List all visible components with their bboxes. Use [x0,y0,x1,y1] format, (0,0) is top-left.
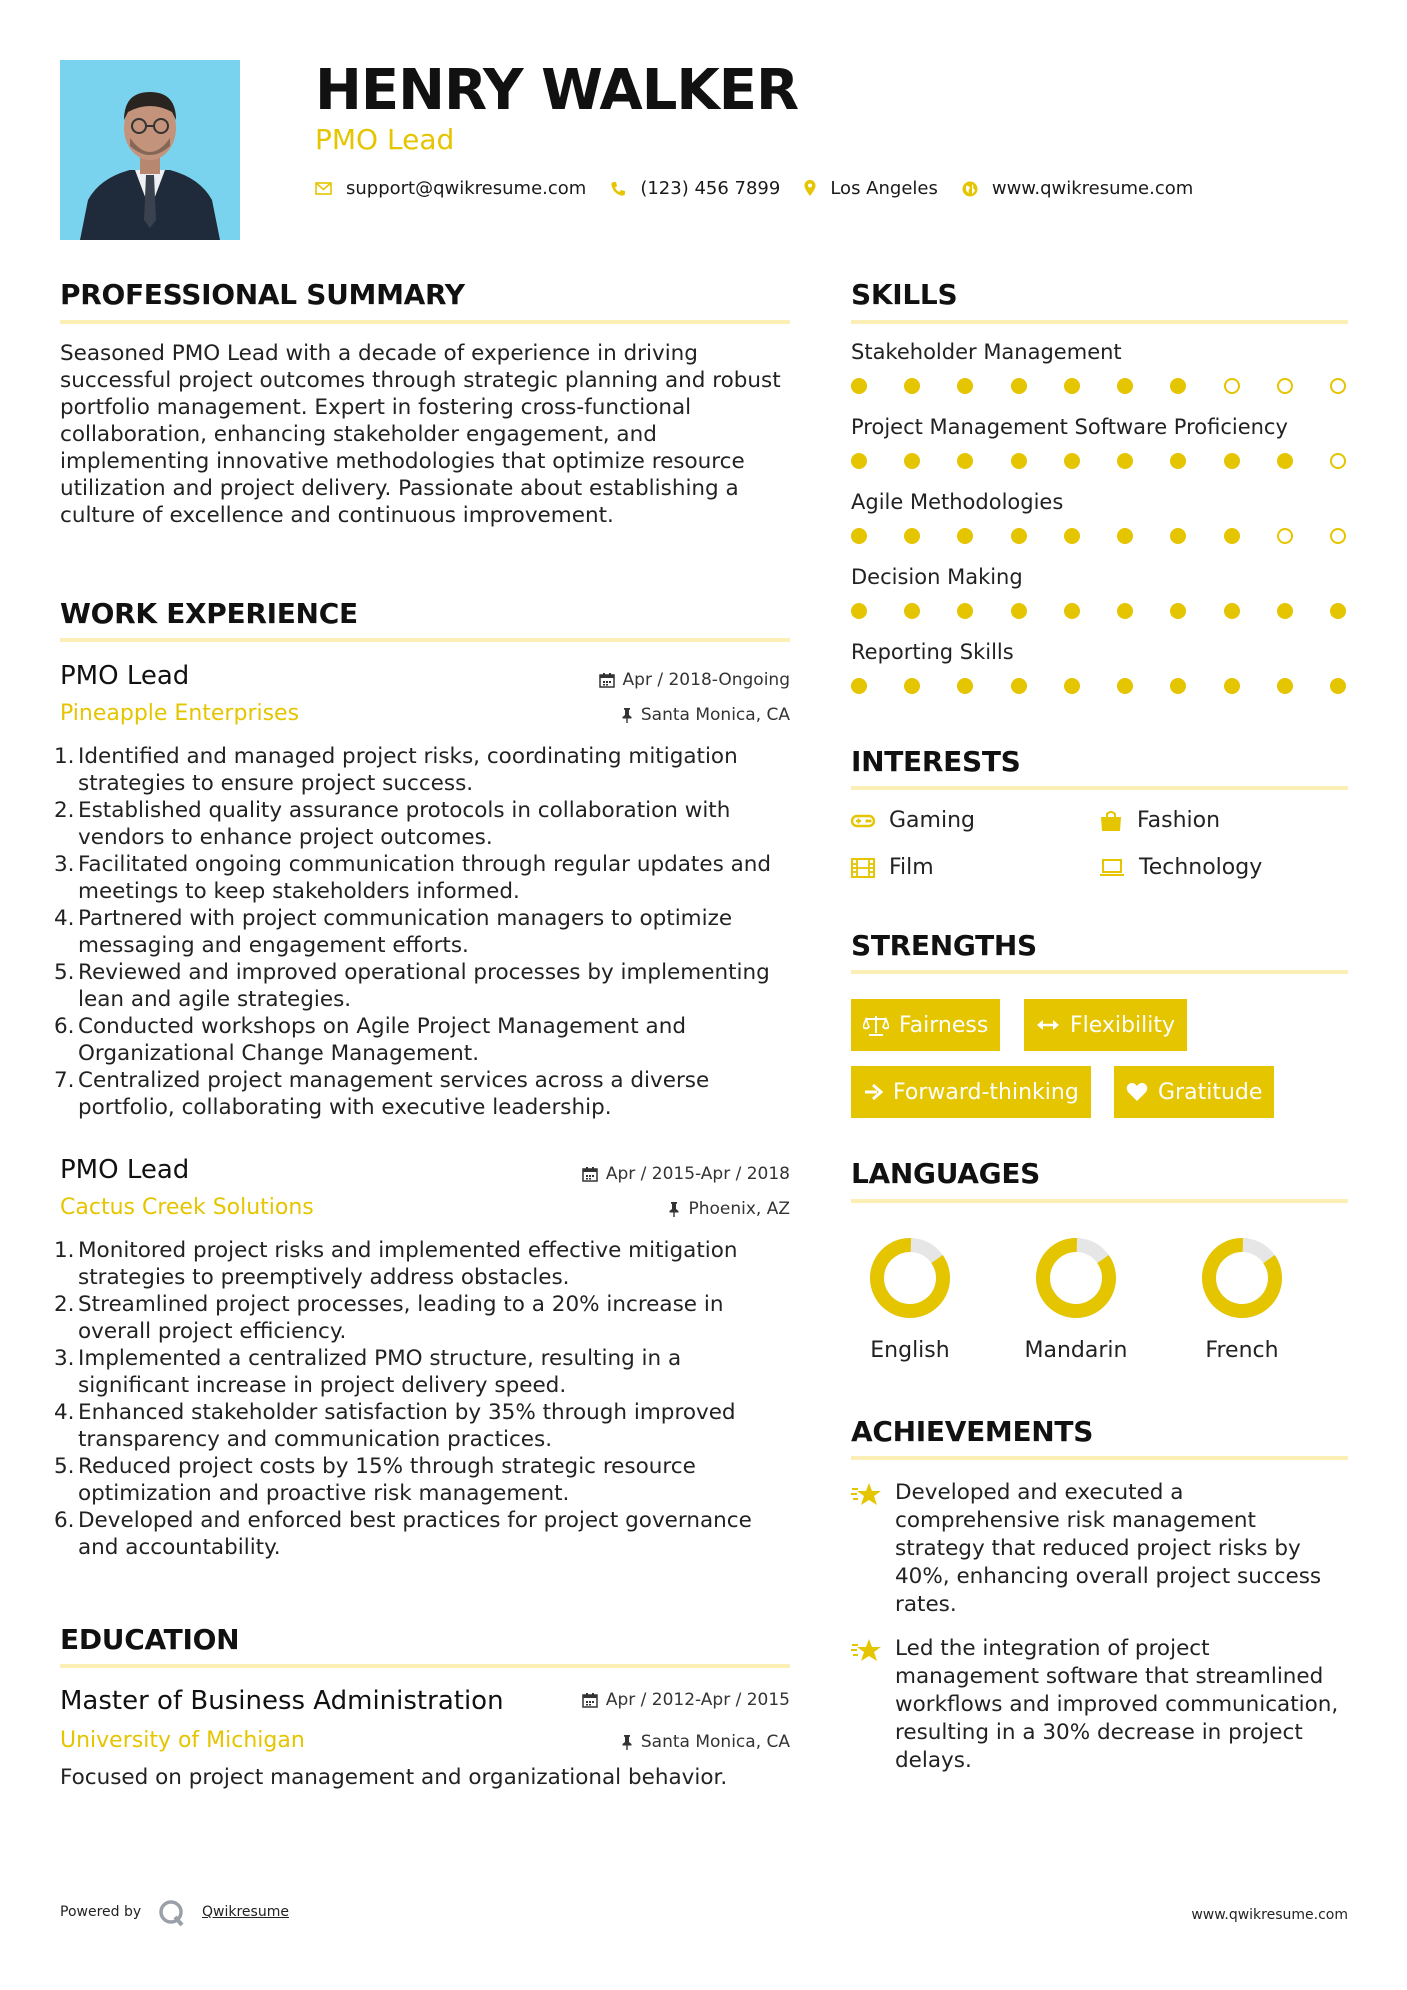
achievement-text: Led the integration of project management software that streamlined workflows and improved communication, resulting in a 30% decrease in project delays. [895,1636,1339,1773]
pushpin-icon [621,707,633,723]
degree-title: Master of Business Administration [60,1686,504,1716]
summary-divider [60,320,790,324]
list-item: 4. Partnered with project communication managers to optimize messaging and engagement efforts. [54,906,733,958]
candidate-role: PMO Lead [315,123,455,156]
education-location-text: Santa Monica, CA [640,1732,790,1752]
rating-dot-filled [1117,678,1133,694]
arrow-right-icon [863,1083,883,1101]
list-item: 5. Reviewed and improved operational processes by implementing lean and agile strategies. [54,960,770,1012]
rating-dot-filled [1224,603,1240,619]
rating-dot-filled [1011,453,1027,469]
strength-label: Fairness [899,1012,989,1038]
list-item: 4. Enhanced stakeholder satisfaction by 35% through improved transparency and communication practices. [54,1400,736,1452]
rating-dot-filled [1170,378,1186,394]
qwikresume-logo-icon [158,1899,186,1927]
education-dates-text: Apr / 2012-Apr / 2015 [605,1690,790,1710]
laptop-icon [1099,859,1125,877]
rating-dot-filled [1064,528,1080,544]
envelope-icon [315,182,332,195]
skill-rating [851,378,1346,394]
language-name: Mandarin [1024,1338,1128,1363]
rating-dot-filled [904,453,920,469]
strengths-divider [851,970,1348,974]
interest-film [851,855,934,880]
strength-tag [1114,1066,1274,1118]
rating-dot-filled [957,528,973,544]
star-icon [851,1481,883,1509]
contact-website[interactable] [962,178,1193,199]
rating-dot-filled [1064,603,1080,619]
strength-tag [851,999,1000,1051]
language-item [830,1230,990,1363]
star-icon [851,1637,883,1665]
achievements-divider [851,1456,1348,1460]
job-location [621,705,790,725]
phone-text: (123) 456 7899 [640,178,781,199]
achievements-heading: ACHIEVEMENTS [851,1415,1094,1448]
language-proficiency-donut [1162,1230,1322,1326]
interests-divider [851,786,1348,790]
skill-row [851,340,1346,415]
rating-dot-empty [1277,378,1293,394]
rating-dot-filled [1277,603,1293,619]
list-item: 1. Identified and managed project risks, coordinating mitigation strategies to ensure project success. [54,744,738,796]
skill-rating [851,528,1346,544]
rating-dot-filled [1224,678,1240,694]
rating-dot-filled [1224,453,1240,469]
rating-dot-filled [904,378,920,394]
interest-gaming [851,808,975,833]
skill-name: Project Management Software Proficiency [851,415,1288,439]
rating-dot-filled [1170,528,1186,544]
interest-technology [1099,855,1262,880]
skill-name: Decision Making [851,565,1023,589]
website-text: www.qwikresume.com [991,178,1194,199]
interest-label: Gaming [889,808,975,833]
donut-fill [1196,1232,1288,1324]
rating-dot-empty [1330,378,1346,394]
rating-dot-filled [1117,603,1133,619]
calendar-icon [582,1692,598,1708]
contact-phone[interactable] [610,178,780,199]
job-dates [582,1164,790,1184]
skill-name: Agile Methodologies [851,490,1064,514]
skills-heading: SKILLS [851,278,958,311]
candidate-name: HENRY WALKER [315,58,799,123]
languages-divider [851,1199,1348,1203]
language-item [1162,1230,1322,1363]
film-icon [851,858,875,878]
job-title: PMO Lead [60,1155,190,1185]
skill-row [851,415,1346,490]
rating-dot-filled [1224,528,1240,544]
language-item [996,1230,1156,1363]
interest-label: Film [889,855,934,880]
rating-dot-filled [1064,678,1080,694]
list-item: 3. Facilitated ongoing communication through regular updates and meetings to keep stakeholders informed. [54,852,772,904]
rating-dot-filled [904,528,920,544]
skill-rating [851,678,1346,694]
list-item: 5. Reduced project costs by 15% through strategic resource optimization and proactive risk management. [54,1454,696,1506]
rating-dot-filled [851,453,867,469]
list-item: 7. Centralized project management services across a diverse portfolio, collaborating with executive leadership. [54,1068,710,1120]
rating-dot-filled [957,378,973,394]
job-location-text: Santa Monica, CA [640,705,790,725]
profile-photo [60,60,240,240]
education-description: Focused on project management and organizational behavior. [60,1765,728,1790]
languages-heading: LANGUAGES [851,1157,1041,1190]
education-heading: EDUCATION [60,1623,240,1656]
rating-dot-filled [851,378,867,394]
rating-dot-empty [1277,528,1293,544]
interest-label: Technology [1139,855,1263,880]
achievement-item [851,1479,1351,1619]
skill-name: Reporting Skills [851,640,1014,664]
rating-dot-filled [851,603,867,619]
rating-dot-filled [1011,603,1027,619]
strength-label: Forward-thinking [893,1079,1079,1105]
summary-heading: PROFESSIONAL SUMMARY [60,278,465,311]
education-location [621,1732,790,1752]
gamepad-icon [851,813,875,829]
contact-bar [315,178,1217,199]
languages-list [830,1230,1350,1370]
rating-dot-filled [1117,528,1133,544]
job-location [668,1199,790,1219]
donut-fill [864,1232,956,1324]
skills-list [851,340,1346,715]
powered-by-label: Powered by [60,1904,142,1920]
skills-divider [851,320,1348,324]
rating-dot-empty [1330,453,1346,469]
rating-dot-filled [1277,453,1293,469]
skill-row [851,565,1346,640]
experience-divider [60,638,790,642]
rating-dot-filled [1170,453,1186,469]
rating-dot-filled [1011,678,1027,694]
strength-tag [851,1066,1091,1118]
school-name: University of Michigan [60,1728,305,1753]
rating-dot-empty [1224,378,1240,394]
list-item: 3. Implemented a centralized PMO structure, resulting in a significant increase in project delivery speed. [54,1346,682,1398]
pushpin-icon [621,1734,633,1750]
rating-dot-filled [851,678,867,694]
language-proficiency-donut [996,1230,1156,1326]
rating-dot-filled [1064,378,1080,394]
list-item: 6. Developed and enforced best practices for project governance and accountability. [54,1508,752,1560]
phone-icon [610,181,626,197]
balance-scale-icon [863,1014,889,1036]
education-divider [60,1664,790,1668]
list-item: 1. Monitored project risks and implemented effective mitigation strategies to preemptively address obstacles. [54,1238,738,1290]
donut-fill [1030,1232,1122,1324]
pushpin-icon [668,1201,680,1217]
shopping-bag-icon [1099,810,1123,832]
job-company: Pineapple Enterprises [60,701,300,726]
rating-dot-filled [1277,678,1293,694]
rating-dot-filled [904,603,920,619]
job-dates [599,670,790,690]
skill-rating [851,603,1346,619]
language-proficiency-donut [830,1230,990,1326]
interest-fashion [1099,808,1220,833]
interests-heading: INTERESTS [851,745,1021,778]
achievement-text: Developed and executed a comprehensive risk management strategy that reduced project risks by 40%, enhancing overall project success rates. [895,1480,1322,1617]
strength-tag [1024,999,1187,1051]
rating-dot-filled [1170,678,1186,694]
experience-heading: WORK EXPERIENCE [60,597,358,630]
list-item: 2. Established quality assurance protocols in collaboration with vendors to enhance project outcomes. [54,798,731,850]
rating-dot-filled [1117,453,1133,469]
contact-location [804,178,938,199]
calendar-icon [599,672,615,688]
language-name: French [1205,1338,1279,1363]
strengths-heading: STRENGTHS [851,929,1037,962]
rating-dot-filled [957,603,973,619]
rating-dot-filled [1011,528,1027,544]
job-bullets [54,1237,790,1561]
arrows-horizontal-icon [1036,1018,1060,1032]
list-item: 2. Streamlined project processes, leading to a 20% increase in overall project efficiency. [54,1292,724,1344]
rating-dot-filled [1330,603,1346,619]
map-marker-icon [804,180,816,197]
job-dates-text: Apr / 2018-Ongoing [622,670,790,690]
location-text: Los Angeles [830,178,938,199]
calendar-icon [582,1166,598,1182]
contact-email[interactable] [315,178,586,199]
job-bullets [54,743,790,1121]
email-text: support@qwikresume.com [346,178,587,199]
rating-dot-filled [851,528,867,544]
job-title: PMO Lead [60,661,190,691]
rating-dot-filled [957,453,973,469]
rating-dot-empty [1330,528,1346,544]
job-dates-text: Apr / 2015-Apr / 2018 [605,1164,790,1184]
rating-dot-filled [1011,378,1027,394]
skill-row [851,640,1346,715]
heart-icon [1126,1082,1148,1102]
qwikresume-link[interactable]: Qwikresume [202,1904,289,1920]
skill-row [851,490,1346,565]
rating-dot-filled [1064,453,1080,469]
footer-website[interactable]: www.qwikresume.com [1191,1907,1348,1923]
rating-dot-filled [957,678,973,694]
summary-text: Seasoned PMO Lead with a decade of experience in driving successful project outcomes through strategic planning and robust portfolio management. Expert in fostering cross-functional collaboration, enhancing stakeholder engagement, and implementing innovative methodologies that optimize resource utilization and project delivery. Passionate about establishing a culture of excellence and continuous improvement. [60,341,781,528]
education-dates [582,1690,790,1710]
rating-dot-filled [1170,603,1186,619]
job-location-text: Phoenix, AZ [688,1199,790,1219]
rating-dot-filled [1330,678,1346,694]
rating-dot-filled [904,678,920,694]
skill-name: Stakeholder Management [851,340,1122,364]
skill-rating [851,453,1346,469]
language-name: English [870,1338,950,1363]
job-company: Cactus Creek Solutions [60,1195,314,1220]
strength-label: Gratitude [1158,1079,1263,1105]
globe-icon [962,181,978,197]
strength-label: Flexibility [1070,1012,1175,1038]
achievement-item [851,1635,1351,1775]
list-item: 6. Conducted workshops on Agile Project Management and Organizational Change Management. [54,1014,687,1066]
rating-dot-filled [1117,378,1133,394]
interest-label: Fashion [1137,808,1221,833]
